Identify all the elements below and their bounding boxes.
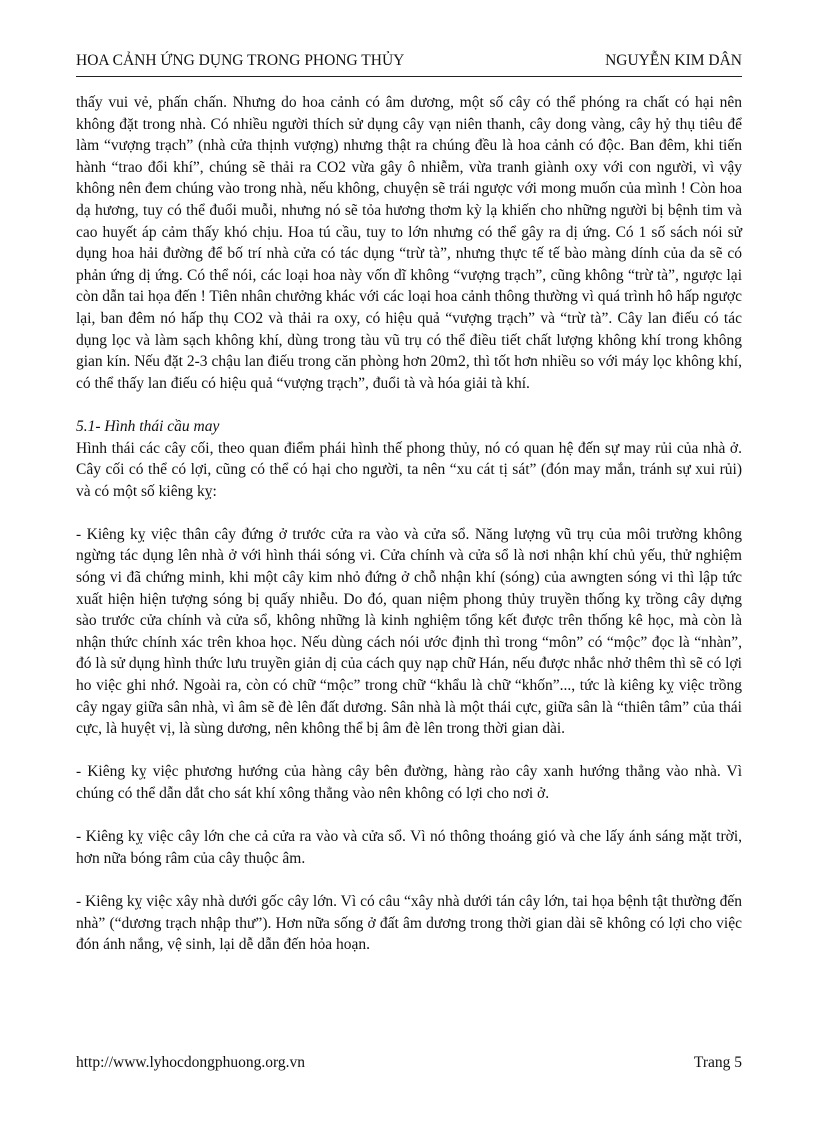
taboo-item-2: - Kiêng kỵ việc phương hướng của hàng cây bên đường, hàng rào cây xanh hướng thẳng vào nhà. Vì chúng có thể dẫn dắt cho sát khí xông thẳng vào nên không có lợi cho nơi ở. [76, 763, 742, 802]
header-title: HOA CẢNH ỨNG DỤNG TRONG PHONG THỦY [76, 52, 405, 69]
footer-url[interactable]: http://www.lyhocdongphuong.org.vn [76, 1054, 306, 1071]
header-author: NGUYỄN KIM DÂN [605, 52, 742, 69]
page-number: Trang 5 [693, 1054, 742, 1071]
intro-paragraph: thấy vui vẻ, phấn chấn. Nhưng do hoa cảnh có âm dương, một số cây có thể phóng ra chất có hại nên không đặt trong nhà. Có nhiều người thích sử dụng cây vạn niên thanh, cây dong vàng, cây hỷ thụ tiêu để làm “vượng trạch” (nhà cửa thịnh vượng) nhưng thật ra chúng đều là hoa cảnh có độc. Ban đêm, khi tiến hành “trao đổi khí”, chúng sẽ thải ra CO2 vừa gây ô nhiễm, vừa tranh giành oxy với con người, vì vậy không nên đem chúng vào trong nhà, nếu không, chuyện sẽ trái ngược với mong muốn của mình ! Còn hoa dạ hương, tuy có thể đuổi muỗi, nhưng nó sẽ tỏa hương thơm kỳ lạ khiến cho những người bị bệnh tim và cao huyết áp cảm thấy khó chịu. Hoa tú cầu, tuy to lớn nhưng có thể gây ra dị ứng. Có 1 số sách nói sử dụng hoa hải đường để bố trí nhà cửa có tác dụng “trừ tà”, nhưng thực tế tế bào màng dính của da sẽ có phản ứng dị ứng. Có thể nói, các loại hoa này vốn dĩ không “vượng trạch”, cũng không “trừ tà”, ngược lại còn dẫn tai họa đến ! Tiên nhân chưởng khác với các loại hoa cảnh thông thường vì quá trình hô hấp ngược lại, ban đêm nó hấp thụ CO2 và thải ra oxy, có hiệu quả “vượng trạch” và “trừ tà”. Cây lan điếu có tác dụng lọc và làm sạch không khí, dùng trong tàu vũ trụ có thể điều tiết chất lượng không khí trong không gian kín. Nếu đặt 2-3 chậu lan điếu trong căn phòng hơn 20m2, thì tốt hơn nhiều so với máy lọc không khí, có thể thấy lan điếu có hiệu quả “vượng trạch”, đuổi tà và hóa giải tà khí. [76, 94, 742, 392]
page-header [76, 50, 742, 77]
taboo-item-3: - Kiêng kỵ việc cây lớn che cả cửa ra vào và cửa sổ. Vì nó thông thoáng gió và che lấy ánh sáng mặt trời, hơn nữa bóng râm của cây thuộc âm. [76, 828, 742, 867]
page-content [76, 92, 742, 956]
taboo-item-4: - Kiêng kỵ việc xây nhà dưới gốc cây lớn. Vì có câu “xây nhà dưới tán cây lớn, tai họa bệnh tật thường đến nhà” (“dương trạch nhập thư”). Hơn nữa sống ở đất âm dương trong thời gian dài sẽ không có lợi cho việc đón ánh nắng, vệ sinh, lại dễ dẫn đến hỏa hoạn. [76, 892, 742, 954]
section-intro-paragraph: Hình thái các cây cối, theo quan điểm phái hình thế phong thủy, nó có quan hệ đến sự may rủi của nhà ở. Cây cối có thể có lợi, cũng có thể có hại cho người, ta nên “xu cát tị sát” (đón may mắn, tránh sự xui rủi) và có một số kiêng kỵ: [76, 439, 742, 500]
taboo-item-1: - Kiêng kỵ việc thân cây đứng ở trước cửa ra vào và cửa sổ. Năng lượng vũ trụ của môi trường không ngừng tác dụng lên nhà ở với hình thái sóng vi. Cửa chính và cửa sổ là nơi nhận khí chủ yếu, thử nghiệm sóng vi đã chứng minh, khi một cây kim nhỏ đứng ở chỗ nhận khí (sóng) của awngten sóng vi thì lập tức xuất hiện hiện tượng sóng bị quấy nhiễu. Do đó, quan niệm phong thủy truyền thống kỵ trồng cây dựng sào trước cửa chính và cửa sổ, không những là kinh nghiệm tổng kết được trên thống kê học, mà còn là nhận thức chính xác trên khoa học. Nếu dùng cách nói ước định thì trong “môn” có “mộc” đọc là “nhàn”, đó là sử dụng hình thức lưu truyền giản dị của cách quy nạp chữ Hán, nếu được nhắc nhở thêm thì sẽ có lợi ho việc ghi nhớ. Ngoài ra, còn có chữ “mộc” trong chữ “khẩu là chữ “khốn”..., tức là kiêng kỵ việc trồng cây ngay giữa sân nhà, vì âm sẽ đè lên đất dương. Sân nhà là một thái cực, giữa sân là “thiên tâm” của thái cực, là huyệt vị, là sùng dương, nên không thể bị âm đè lên trong thời gian dài. [76, 525, 742, 738]
section-heading: 5.1- Hình thái cầu may [76, 417, 220, 435]
